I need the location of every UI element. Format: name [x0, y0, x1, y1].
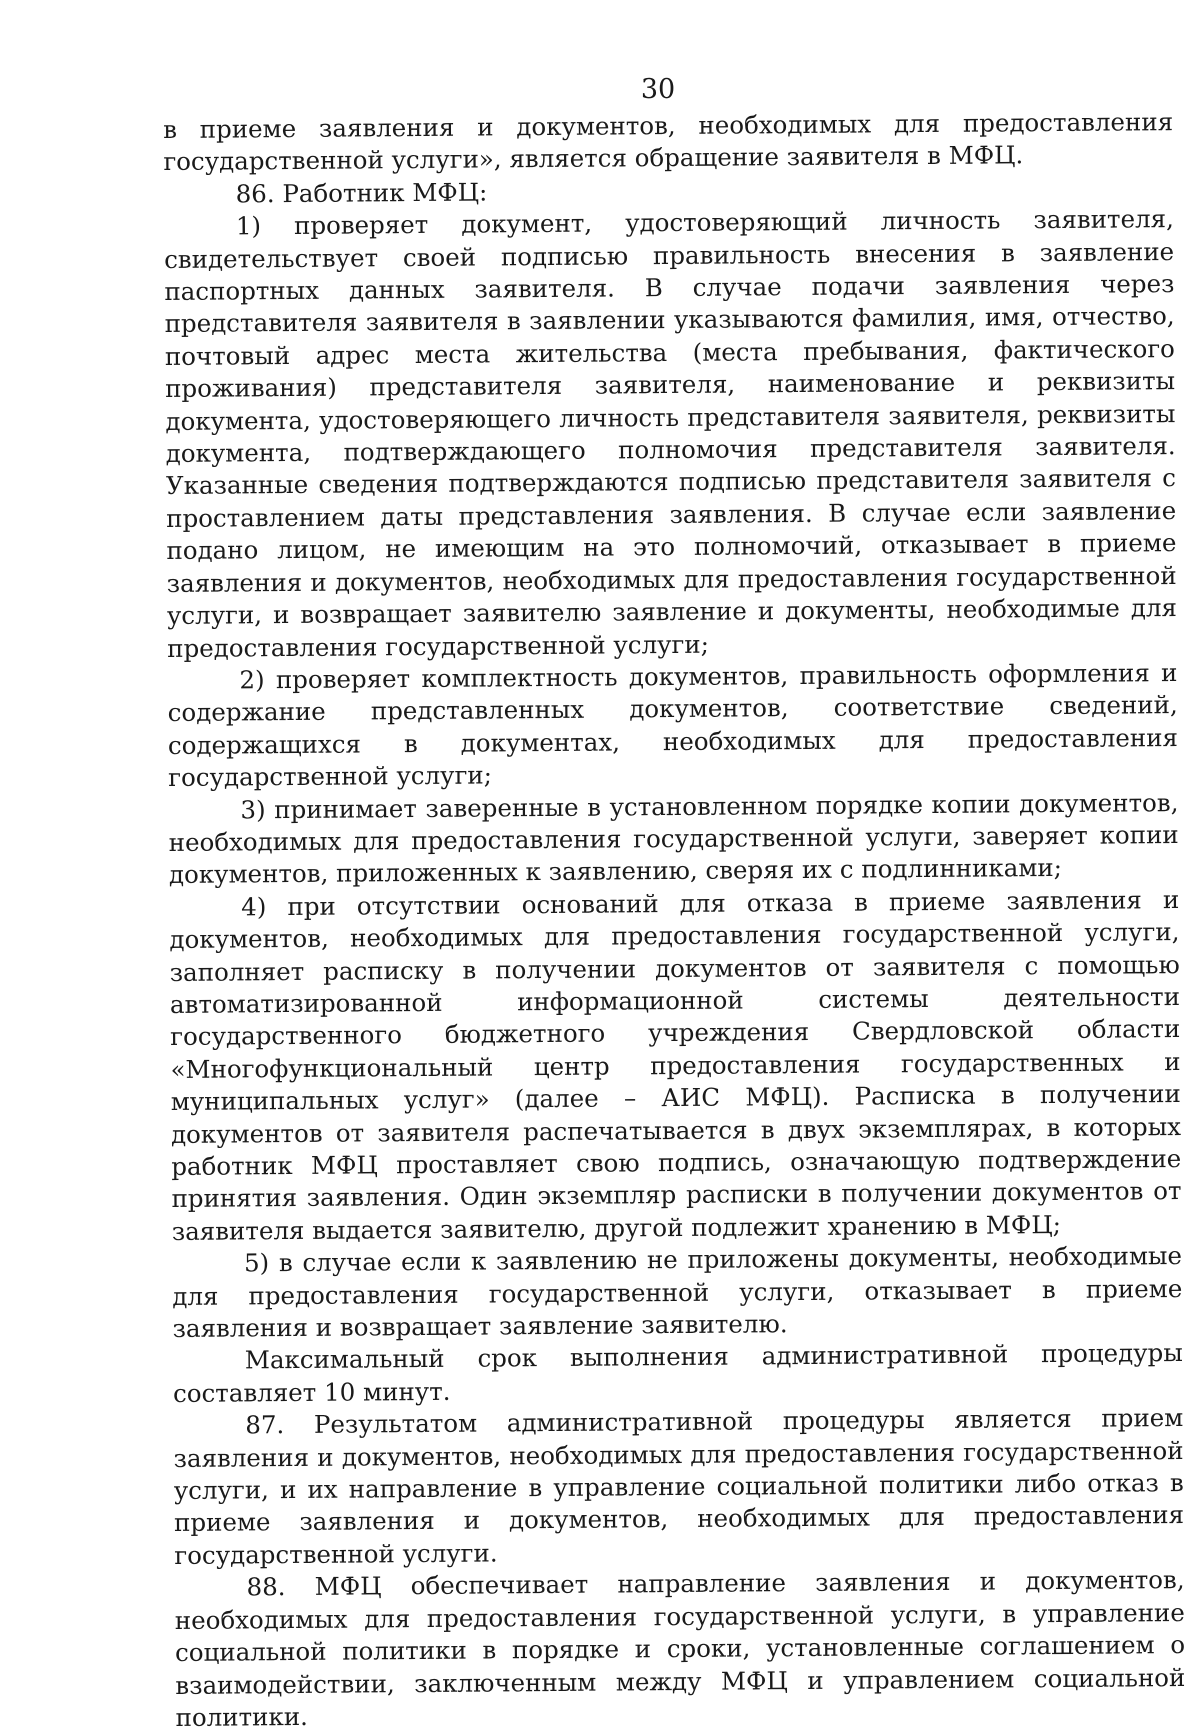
paragraph-continuation: в приеме заявления и документов, необходимых для предоставления государственной услуги», является обращение заявителя в МФЦ.	[163, 107, 1174, 177]
paragraph-subitem-3: 3) принимает заверенные в установленном порядке копии документов, необходимых для предоставления государственной услуги, заверяет копии документов, приложенных к заявлению, сверяя их с подлинниками;	[168, 787, 1179, 890]
paragraph-subitem-4: 4) при отсутствии оснований для отказа в приеме заявления и документов, необходимых для предоставления государственной услуги, заполняет расписку в получении документов от заявителя с помощью автоматизированной информационной системы деятельности государственного бюджетного учреждения Свердловской области «Многофункциональный центр предоставления государственных и муниципальных услуг» (далее – АИС МФЦ). Расписка в получении документов от заявителя распечатывается в двух экземплярах, в которых работник МФЦ проставляет свою подпись, означающую подтверждение принятия заявления. Один экземпляр расписки в получении документов от заявителя выдается заявителю, другой подлежит хранению в МФЦ;	[169, 884, 1182, 1246]
document-body	[163, 106, 1186, 1734]
paragraph-item-87: 87. Результатом административной процедуры является прием заявления и документов, необходимых для предоставления государственной услуги, и их направление в управление социальной политики либо отказ в приеме заявления и документов, необходимых для предоставления государственной услуги.	[173, 1403, 1185, 1570]
paragraph-subitem-5: 5) в случае если к заявлению не приложены документы, необходимые для предоставления государственной услуги, отказывает в приеме заявления и возвращает заявление заявителю.	[172, 1241, 1183, 1343]
paragraph-item-88: 88. МФЦ обеспечивает направление заявления и документов, необходимых для предоставления государственной услуги, в управление социальной политики в порядке и сроки, установленные соглашением о взаимодействии, заключенным между МФЦ и управлением социальной политики.	[174, 1565, 1186, 1732]
paragraph-max-duration: Максимальный срок выполнения административной процедуры составляет 10 минут.	[172, 1338, 1183, 1408]
page-number: 30	[640, 74, 676, 105]
paragraph-subitem-1: 1) проверяет документ, удостоверяющий личность заявителя, свидетельствует своей подписью правильность внесения в заявление паспортных данных заявителя. В случае подачи заявления через представителя заявителя в заявлении указываются фамилия, имя, отчество, почтовый адрес места жительства (места пребывания, фактического проживания) представителя заявителя, наименование и реквизиты документа, удостоверяющего личность представителя заявителя, реквизиты документа, подтверждающего полномочия представителя заявителя. Указанные сведения подтверждаются подписью представителя заявителя с проставлением даты представления заявления. В случае если заявление подано лицом, не имеющим на это полномочий, отказывает в приеме заявления и документов, необходимых для предоставления государственной услуги, и возвращает заявителю заявление и документы, необходимые для предоставления государственной услуги;	[164, 204, 1178, 663]
paragraph-subitem-2: 2) проверяет комплектность документов, правильность оформления и содержание представленных документов, соответствие сведений, содержащихся в документах, необходимых для предоставления государственной услуги;	[167, 657, 1179, 793]
paragraph-item-86: 86. Работник МФЦ:	[235, 177, 488, 209]
